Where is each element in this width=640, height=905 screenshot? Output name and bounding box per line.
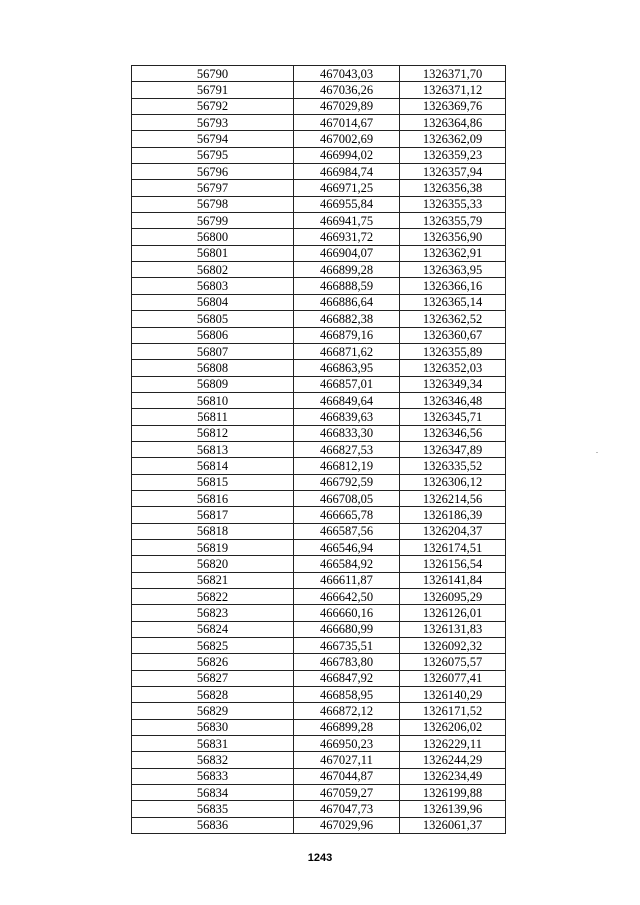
table-row xyxy=(132,817,506,833)
y-coordinate-cell: 1326075,57 xyxy=(400,654,506,670)
y-coordinate-cell: 1326126,01 xyxy=(400,605,506,621)
table-row xyxy=(132,670,506,686)
table-row xyxy=(132,654,506,670)
x-coordinate-cell: 466888,59 xyxy=(294,278,400,294)
point-number-cell: 56819 xyxy=(132,539,294,555)
table-row xyxy=(132,539,506,555)
x-coordinate-cell: 466660,16 xyxy=(294,605,400,621)
table-row xyxy=(132,360,506,376)
y-coordinate-cell: 1326349,34 xyxy=(400,376,506,392)
table-row xyxy=(132,474,506,490)
table-row xyxy=(132,736,506,752)
table-row xyxy=(132,801,506,817)
point-number-cell: 56822 xyxy=(132,589,294,605)
y-coordinate-cell: 1326204,37 xyxy=(400,523,506,539)
point-number-cell: 56829 xyxy=(132,703,294,719)
y-coordinate-cell: 1326092,32 xyxy=(400,638,506,654)
y-coordinate-cell: 1326356,90 xyxy=(400,229,506,245)
point-number-cell: 56796 xyxy=(132,164,294,180)
y-coordinate-cell: 1326156,54 xyxy=(400,556,506,572)
y-coordinate-cell: 1326139,96 xyxy=(400,801,506,817)
y-coordinate-cell: 1326229,11 xyxy=(400,736,506,752)
table-row xyxy=(132,687,506,703)
x-coordinate-cell: 467002,69 xyxy=(294,131,400,147)
point-number-cell: 56826 xyxy=(132,654,294,670)
point-number-cell: 56805 xyxy=(132,311,294,327)
point-number-cell: 56821 xyxy=(132,572,294,588)
table-row xyxy=(132,294,506,310)
y-coordinate-cell: 1326214,56 xyxy=(400,490,506,506)
y-coordinate-cell: 1326363,95 xyxy=(400,262,506,278)
x-coordinate-cell: 466827,53 xyxy=(294,441,400,457)
y-coordinate-cell: 1326355,89 xyxy=(400,343,506,359)
x-coordinate-cell: 466847,92 xyxy=(294,670,400,686)
table-row xyxy=(132,621,506,637)
point-number-cell: 56798 xyxy=(132,196,294,212)
y-coordinate-cell: 1326364,86 xyxy=(400,115,506,131)
y-coordinate-cell: 1326371,12 xyxy=(400,82,506,98)
y-coordinate-cell: 1326357,94 xyxy=(400,164,506,180)
table-row xyxy=(132,638,506,654)
table-row xyxy=(132,768,506,784)
table-row xyxy=(132,278,506,294)
x-coordinate-cell: 467059,27 xyxy=(294,785,400,801)
point-number-cell: 56835 xyxy=(132,801,294,817)
x-coordinate-cell: 466955,84 xyxy=(294,196,400,212)
x-coordinate-cell: 466735,51 xyxy=(294,638,400,654)
x-coordinate-cell: 466642,50 xyxy=(294,589,400,605)
x-coordinate-cell: 466849,64 xyxy=(294,392,400,408)
y-coordinate-cell: 1326366,16 xyxy=(400,278,506,294)
x-coordinate-cell: 467029,96 xyxy=(294,817,400,833)
y-coordinate-cell: 1326362,52 xyxy=(400,311,506,327)
point-number-cell: 56810 xyxy=(132,392,294,408)
table-row xyxy=(132,98,506,114)
y-coordinate-cell: 1326346,56 xyxy=(400,425,506,441)
table-row xyxy=(132,245,506,261)
y-coordinate-cell: 1326234,49 xyxy=(400,768,506,784)
x-coordinate-cell: 466971,25 xyxy=(294,180,400,196)
y-coordinate-cell: 1326355,33 xyxy=(400,196,506,212)
x-coordinate-cell: 466871,62 xyxy=(294,343,400,359)
y-coordinate-cell: 1326141,84 xyxy=(400,572,506,588)
table-row xyxy=(132,425,506,441)
table-row xyxy=(132,180,506,196)
coordinates-table xyxy=(131,65,506,834)
point-number-cell: 56803 xyxy=(132,278,294,294)
x-coordinate-cell: 466872,12 xyxy=(294,703,400,719)
table-row xyxy=(132,556,506,572)
point-number-cell: 56827 xyxy=(132,670,294,686)
y-coordinate-cell: 1326356,38 xyxy=(400,180,506,196)
y-coordinate-cell: 1326355,79 xyxy=(400,213,506,229)
x-coordinate-cell: 467014,67 xyxy=(294,115,400,131)
point-number-cell: 56833 xyxy=(132,768,294,784)
point-number-cell: 56820 xyxy=(132,556,294,572)
y-coordinate-cell: 1326244,29 xyxy=(400,752,506,768)
table-row xyxy=(132,703,506,719)
y-coordinate-cell: 1326306,12 xyxy=(400,474,506,490)
point-number-cell: 56811 xyxy=(132,409,294,425)
y-coordinate-cell: 1326061,37 xyxy=(400,817,506,833)
table-row xyxy=(132,327,506,343)
point-number-cell: 56792 xyxy=(132,98,294,114)
x-coordinate-cell: 467043,03 xyxy=(294,66,400,82)
point-number-cell: 56831 xyxy=(132,736,294,752)
table-row xyxy=(132,490,506,506)
y-coordinate-cell: 1326362,09 xyxy=(400,131,506,147)
point-number-cell: 56801 xyxy=(132,245,294,261)
table-row xyxy=(132,229,506,245)
table-row xyxy=(132,82,506,98)
y-coordinate-cell: 1326335,52 xyxy=(400,458,506,474)
point-number-cell: 56809 xyxy=(132,376,294,392)
x-coordinate-cell: 466833,30 xyxy=(294,425,400,441)
table-row xyxy=(132,392,506,408)
point-number-cell: 56816 xyxy=(132,490,294,506)
point-number-cell: 56836 xyxy=(132,817,294,833)
x-coordinate-cell: 466941,75 xyxy=(294,213,400,229)
x-coordinate-cell: 466863,95 xyxy=(294,360,400,376)
point-number-cell: 56790 xyxy=(132,66,294,82)
table-row xyxy=(132,115,506,131)
point-number-cell: 56815 xyxy=(132,474,294,490)
x-coordinate-cell: 467044,87 xyxy=(294,768,400,784)
point-number-cell: 56800 xyxy=(132,229,294,245)
table-row xyxy=(132,785,506,801)
y-coordinate-cell: 1326352,03 xyxy=(400,360,506,376)
y-coordinate-cell: 1326140,29 xyxy=(400,687,506,703)
point-number-cell: 56802 xyxy=(132,262,294,278)
point-number-cell: 56825 xyxy=(132,638,294,654)
x-coordinate-cell: 466984,74 xyxy=(294,164,400,180)
point-number-cell: 56813 xyxy=(132,441,294,457)
table-body xyxy=(132,66,506,834)
x-coordinate-cell: 466812,19 xyxy=(294,458,400,474)
point-number-cell: 56806 xyxy=(132,327,294,343)
point-number-cell: 56793 xyxy=(132,115,294,131)
x-coordinate-cell: 466611,87 xyxy=(294,572,400,588)
table-row xyxy=(132,572,506,588)
x-coordinate-cell: 466839,63 xyxy=(294,409,400,425)
x-coordinate-cell: 466950,23 xyxy=(294,736,400,752)
y-coordinate-cell: 1326365,14 xyxy=(400,294,506,310)
x-coordinate-cell: 466857,01 xyxy=(294,376,400,392)
x-coordinate-cell: 467029,89 xyxy=(294,98,400,114)
point-number-cell: 56817 xyxy=(132,507,294,523)
point-number-cell: 56795 xyxy=(132,147,294,163)
point-number-cell: 56807 xyxy=(132,343,294,359)
y-coordinate-cell: 1326206,02 xyxy=(400,719,506,735)
x-coordinate-cell: 466708,05 xyxy=(294,490,400,506)
y-coordinate-cell: 1326347,89 xyxy=(400,441,506,457)
table-row xyxy=(132,589,506,605)
table-row xyxy=(132,131,506,147)
x-coordinate-cell: 466858,95 xyxy=(294,687,400,703)
table-row xyxy=(132,441,506,457)
y-coordinate-cell: 1326371,70 xyxy=(400,66,506,82)
page-number: 1243 xyxy=(307,852,333,864)
x-coordinate-cell: 466587,56 xyxy=(294,523,400,539)
y-coordinate-cell: 1326369,76 xyxy=(400,98,506,114)
x-coordinate-cell: 467027,11 xyxy=(294,752,400,768)
y-coordinate-cell: 1326199,88 xyxy=(400,785,506,801)
y-coordinate-cell: 1326131,83 xyxy=(400,621,506,637)
x-coordinate-cell: 466931,72 xyxy=(294,229,400,245)
y-coordinate-cell: 1326174,51 xyxy=(400,539,506,555)
table-row xyxy=(132,409,506,425)
x-coordinate-cell: 466882,38 xyxy=(294,311,400,327)
y-coordinate-cell: 1326362,91 xyxy=(400,245,506,261)
x-coordinate-cell: 466584,92 xyxy=(294,556,400,572)
table-row xyxy=(132,719,506,735)
x-coordinate-cell: 466879,16 xyxy=(294,327,400,343)
point-number-cell: 56797 xyxy=(132,180,294,196)
table-row xyxy=(132,66,506,82)
point-number-cell: 56824 xyxy=(132,621,294,637)
point-number-cell: 56791 xyxy=(132,82,294,98)
table-row xyxy=(132,507,506,523)
point-number-cell: 56812 xyxy=(132,425,294,441)
point-number-cell: 56823 xyxy=(132,605,294,621)
table-row xyxy=(132,376,506,392)
point-number-cell: 56808 xyxy=(132,360,294,376)
y-coordinate-cell: 1326186,39 xyxy=(400,507,506,523)
x-coordinate-cell: 466783,80 xyxy=(294,654,400,670)
table-row xyxy=(132,262,506,278)
x-coordinate-cell: 466899,28 xyxy=(294,262,400,278)
point-number-cell: 56804 xyxy=(132,294,294,310)
table-row xyxy=(132,343,506,359)
x-coordinate-cell: 466792,59 xyxy=(294,474,400,490)
table-row xyxy=(132,213,506,229)
table-row xyxy=(132,164,506,180)
x-coordinate-cell: 466904,07 xyxy=(294,245,400,261)
x-coordinate-cell: 467047,73 xyxy=(294,801,400,817)
table-row xyxy=(132,458,506,474)
x-coordinate-cell: 466899,28 xyxy=(294,719,400,735)
point-number-cell: 56834 xyxy=(132,785,294,801)
table-row xyxy=(132,523,506,539)
point-number-cell: 56818 xyxy=(132,523,294,539)
y-coordinate-cell: 1326077,41 xyxy=(400,670,506,686)
point-number-cell: 56814 xyxy=(132,458,294,474)
point-number-cell: 56830 xyxy=(132,719,294,735)
table-row xyxy=(132,605,506,621)
y-coordinate-cell: 1326346,48 xyxy=(400,392,506,408)
y-coordinate-cell: 1326359,23 xyxy=(400,147,506,163)
table-row xyxy=(132,147,506,163)
x-coordinate-cell: 466665,78 xyxy=(294,507,400,523)
x-coordinate-cell: 466680,99 xyxy=(294,621,400,637)
y-coordinate-cell: 1326345,71 xyxy=(400,409,506,425)
point-number-cell: 56828 xyxy=(132,687,294,703)
y-coordinate-cell: 1326095,29 xyxy=(400,589,506,605)
y-coordinate-cell: 1326360,67 xyxy=(400,327,506,343)
table-row xyxy=(132,752,506,768)
x-coordinate-cell: 466546,94 xyxy=(294,539,400,555)
x-coordinate-cell: 466994,02 xyxy=(294,147,400,163)
scan-speck xyxy=(596,452,598,453)
table-row xyxy=(132,311,506,327)
table-row xyxy=(132,196,506,212)
point-number-cell: 56794 xyxy=(132,131,294,147)
x-coordinate-cell: 467036,26 xyxy=(294,82,400,98)
x-coordinate-cell: 466886,64 xyxy=(294,294,400,310)
point-number-cell: 56832 xyxy=(132,752,294,768)
y-coordinate-cell: 1326171,52 xyxy=(400,703,506,719)
point-number-cell: 56799 xyxy=(132,213,294,229)
